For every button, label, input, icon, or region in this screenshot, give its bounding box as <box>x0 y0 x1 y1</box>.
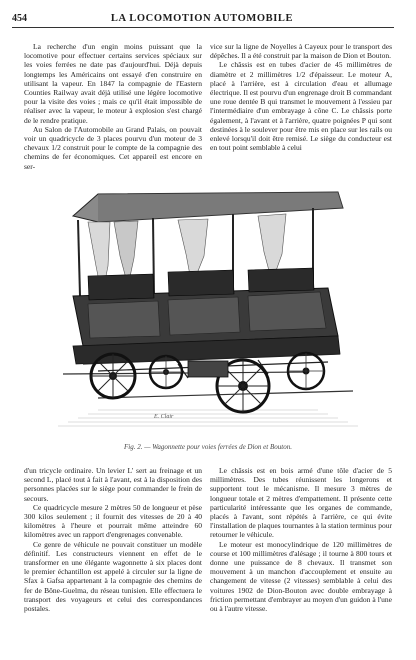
header-rule <box>12 27 394 28</box>
engraver-signature: E. Clair <box>154 414 174 420</box>
wheel-front-right <box>150 356 182 388</box>
figure-number: Fig. 2. <box>124 443 143 451</box>
paragraph: Le châssis est en tubes d'acier de 45 millimètres de diamètre et 2 millimètres 1/2 d'épaisseur. Le moteur A, placé à l'arrière, est à circulation d'eau et allumage électrique. Il est pourvu d'un engrenage droit B commandant une roue dentée B qui transmet le mouvement à l'essieu par l'intermédiaire d'un embrayage à cône C. Le châssis porte également, à l'avant et à l'arrière, quatre poignées P qui sont destinées à le soulever pour être mis en place sur les rails ou enlevé lorsqu'il doit être remisé. Le siège du conducteur est en tout point semblable à celui <box>210 60 392 153</box>
roof <box>73 192 343 222</box>
wheel-front-left <box>91 354 135 398</box>
page-number: 454 <box>12 13 27 24</box>
text-column-top-right <box>210 42 392 152</box>
paragraph: Le châssis est en bois armé d'une tôle d'acier de 5 millimètres. Des tubes réunissent les longerons et supportent tout le mécanisme. Il mesure 3 mètres de longueur totale et 2 mètres d'empattement. Il présente cette particularité intéressante que les organes de commande, placés à l'avant, sont répétés à l'arrière, ce qui évite l'installation de plaques tournantes à la station terminus pour retourner le véhicule. <box>210 466 392 540</box>
text-column-top-left <box>24 42 202 171</box>
text-column-bottom-left <box>24 466 202 613</box>
wagonnette-illustration <box>58 186 358 436</box>
paragraph: Au Salon de l'Automobile au Grand Palais, on pouvait voir un quadricycle de 3 places pourvu d'un moteur de 3 chevaux 1/2 construit pour le compte de la compagnie des chemins de fer économiques. Cet appareil est encore en ser- <box>24 124 202 171</box>
running-title: LA LOCOMOTION AUTOMOBILE <box>110 13 294 24</box>
paragraph: Ce genre de véhicule ne pouvait constituer un modèle définitif. Les constructeurs viennent en effet de le transformer en une élégante wagonnette à six places dont le premier échantillon est appelé à circuler sur la ligne de Sfax à Gafsa appartenant à la compagnie des chemins de fer de Bône-Guelma, du réseau tunisien. Elle effectuera le transport des voyageurs et celui des correspondances postales. <box>24 539 202 614</box>
wheel-rear-right <box>288 353 324 389</box>
paragraph: d'un tricycle ordinaire. Un levier L' sert au freinage et un second L, placé tout à fait à l'avant, est à la disposition des personnes placées sur le siège pour commander le frein de secours. <box>24 466 202 503</box>
text-column-bottom-right <box>210 466 392 613</box>
paragraph: La recherche d'un engin moins puissant que la locomotive pour effectuer certains services spéciaux sur les voies ferrées ne date pas d'aujourd'hui. Déjà depuis longtemps les Américains ont essayé d'en construire en utilisant la vapeur. En 1847 la compagnie de l'Eastern Counties Railway avait déjà utilisé une légère locomotive pour la visite des voies ; mais ce qu'il était impossible de réaliser avec la vapeur, le moteur à explosion s'est chargé de le rendre pratique. <box>24 42 202 125</box>
figure-caption <box>40 443 376 451</box>
ground-shading <box>58 410 358 426</box>
paragraph: vice sur la ligne de Noyelles à Cayeux pour le transport des dépêches. Il a été construit par la maison de Dion et Bouton. <box>210 42 392 61</box>
paragraph: Ce quadricycle mesure 2 mètres 50 de longueur et pèse 300 kilos seulement ; il fournit des vitesses de 20 à 40 kilomètres à l'heure et pourrait même atteindre 60 kilomètres avec un rapport d'engrenages convenable. <box>24 502 202 540</box>
caption-text: — Wagonnette pour voies ferrées de Dion et Bouton. <box>144 443 292 451</box>
engine-housing <box>188 361 228 377</box>
paragraph: Le moteur est monocylindrique de 120 millimètres de course et 100 millimètres d'alésage ; il tourne à 800 tours et donne une puissance de 8 chevaux. Il transmet son mouvement à un manchon d'accouplement et ensuite au changement de vitesse (2 vitesses) semblable à celui des voitures 1902 de Dion-Bouton avec double embrayage à friction permettant d'embrayer au moyen d'un guidon à l'une ou à l'autre vitesse. <box>210 539 392 614</box>
page-header <box>12 13 392 27</box>
